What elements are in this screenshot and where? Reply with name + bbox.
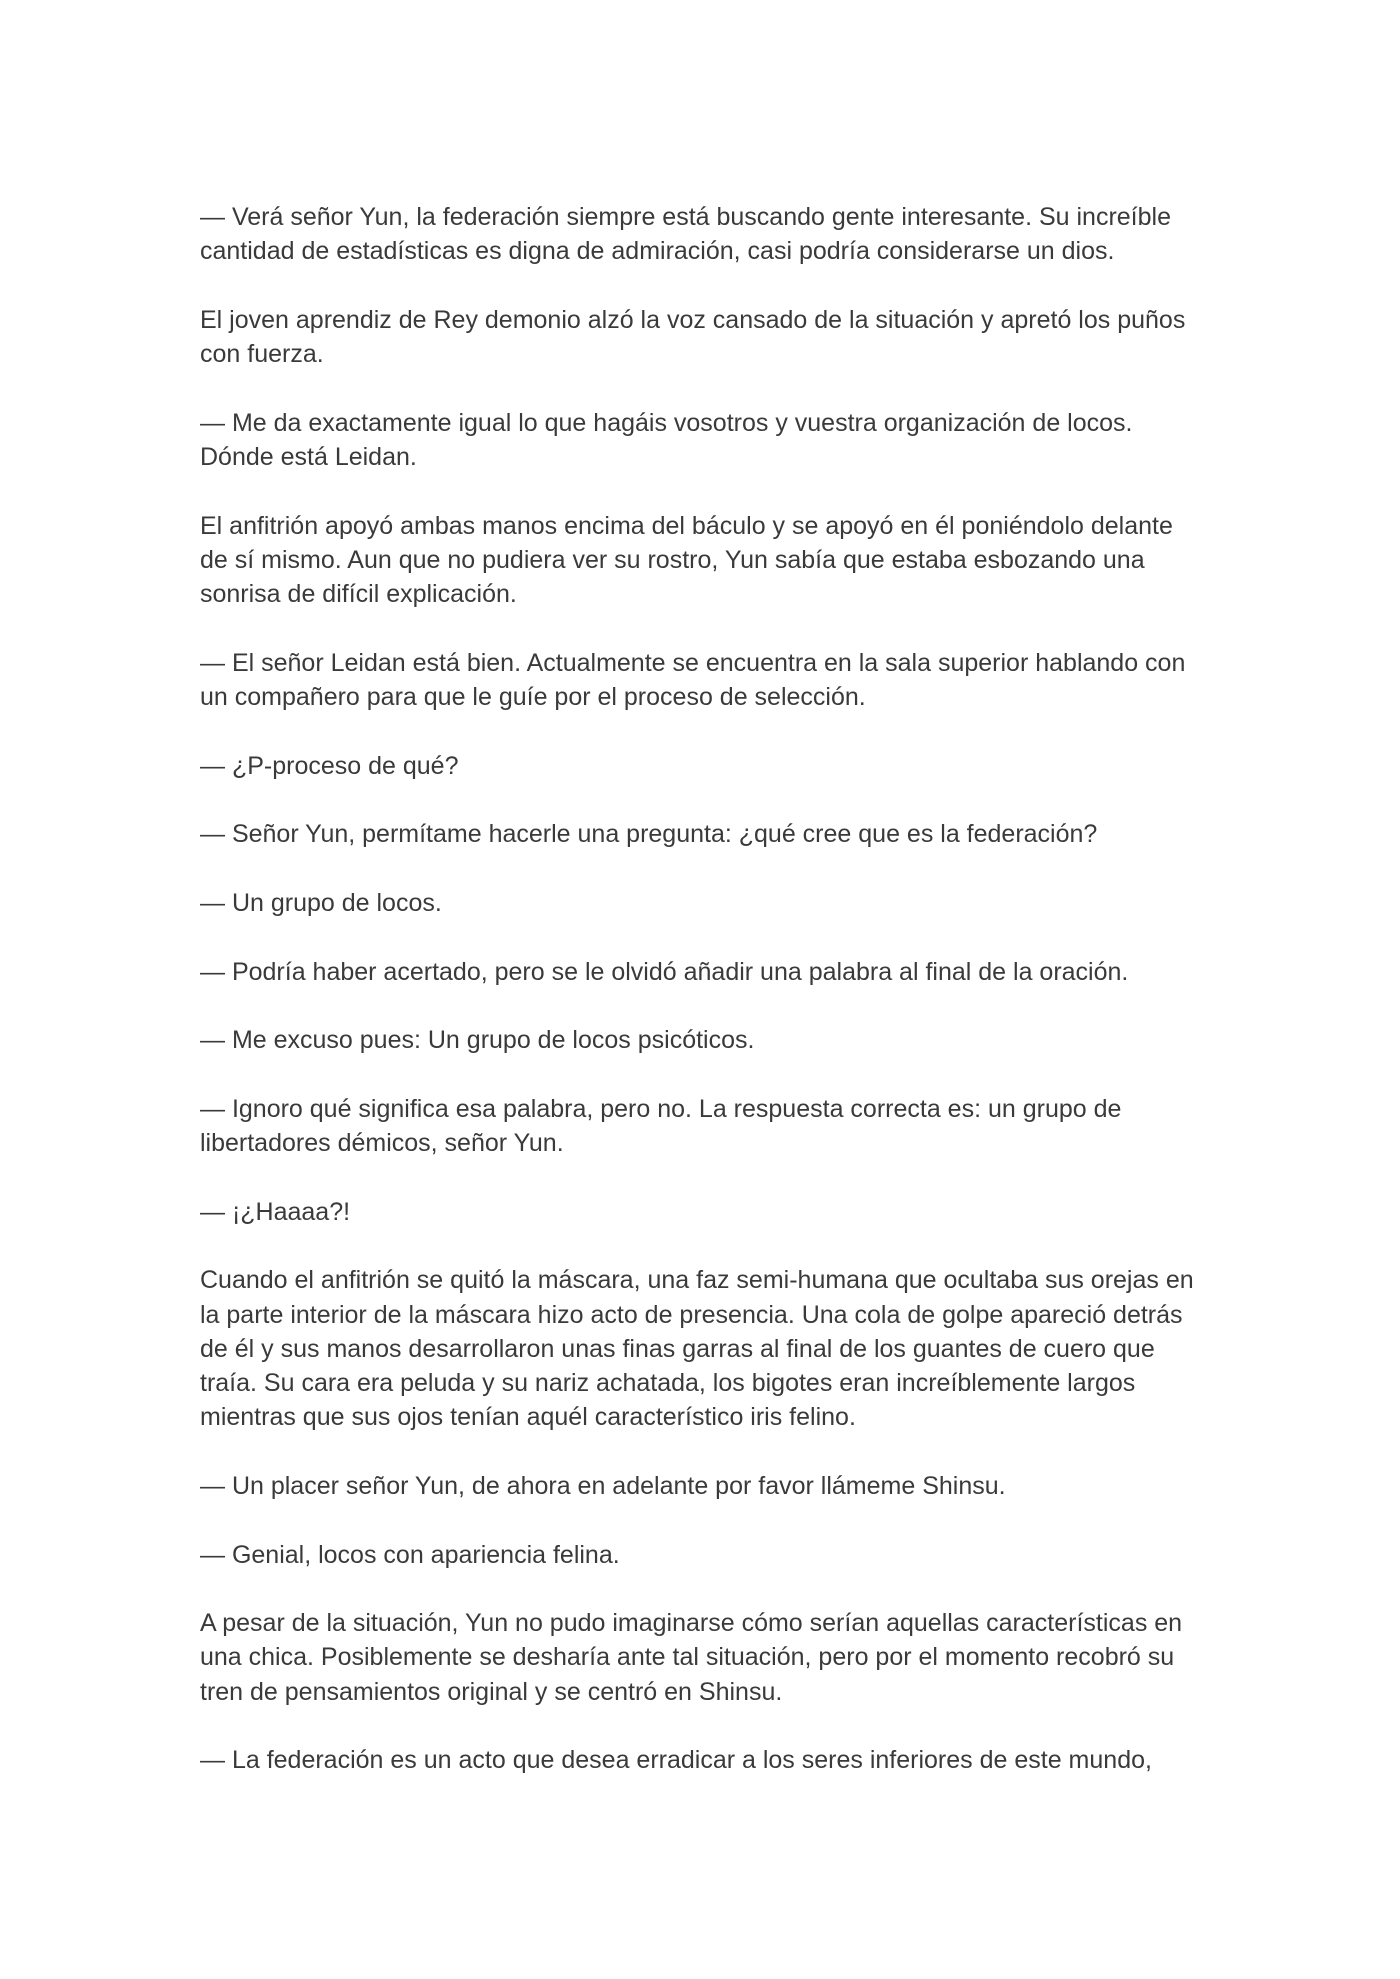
paragraph: — Verá señor Yun, la federación siempre está buscando gente interesante. Su increíble cantidad de estadísticas es digna de admiración, casi podría considerarse un dios. (200, 203, 1171, 266)
document-body (200, 200, 1200, 1812)
paragraph: — La federación es un acto que desea erradicar a los seres inferiores de este mundo, (200, 1746, 1152, 1775)
paragraph: — Un grupo de locos. (200, 888, 442, 917)
paragraph: El joven aprendiz de Rey demonio alzó la voz cansado de la situación y apretó los puños con fuerza. (200, 305, 1186, 369)
paragraph: — Un placer señor Yun, de ahora en adelante por favor llámeme Shinsu. (200, 1471, 1006, 1500)
paragraph: — Ignoro qué significa esa palabra, pero no. La respuesta correcta es: un grupo de libertadores démicos, señor Yun. (200, 1094, 1122, 1158)
paragraph: — Señor Yun, permítame hacerle una pregunta: ¿qué cree que es la federación? (200, 820, 1098, 849)
paragraph: — Genial, locos con apariencia felina. (200, 1540, 620, 1569)
paragraph: — ¡¿Haaaa?! (200, 1197, 351, 1226)
paragraph: — Me da exactamente igual lo que hagáis vosotros y vuestra organización de locos. Dónde está Leidan. (200, 408, 1133, 472)
paragraph: El anfitrión apoyó ambas manos encima del báculo y se apoyó en él poniéndolo delante de sí mismo. Aun que no pudiera ver su rostro, Yun sabía que estaba esbozando una sonrisa de difícil explicación. (200, 511, 1173, 609)
paragraph: — ¿P-proceso de qué? (200, 751, 459, 780)
paragraph: Cuando el anfitrión se quitó la máscara, una faz semi-humana que ocultaba sus orejas en la parte interior de la máscara hizo acto de presencia. Una cola de golpe apareció detrás de él y sus manos desarrollaron unas finas garras al final de los guantes de cuero que traía. Su cara era peluda y su nariz achatada, los bigotes eran increíblemente largos mientras que sus ojos tenían aquél característico iris felino. (200, 1266, 1194, 1432)
paragraph: — Podría haber acertado, pero se le olvidó añadir una palabra al final de la oración. (200, 957, 1129, 986)
paragraph: — Me excuso pues: Un grupo de locos psicóticos. (200, 1026, 755, 1055)
paragraph: A pesar de la situación, Yun no pudo imaginarse cómo serían aquellas características en una chica. Posiblemente se desharía ante tal situación, pero por el momento recobró su tren de pensamientos original y se centró en Shinsu. (200, 1609, 1183, 1706)
paragraph: — El señor Leidan está bien. Actualmente se encuentra en la sala superior hablando con un compañero para que le guíe por el proceso de selección. (200, 648, 1186, 712)
